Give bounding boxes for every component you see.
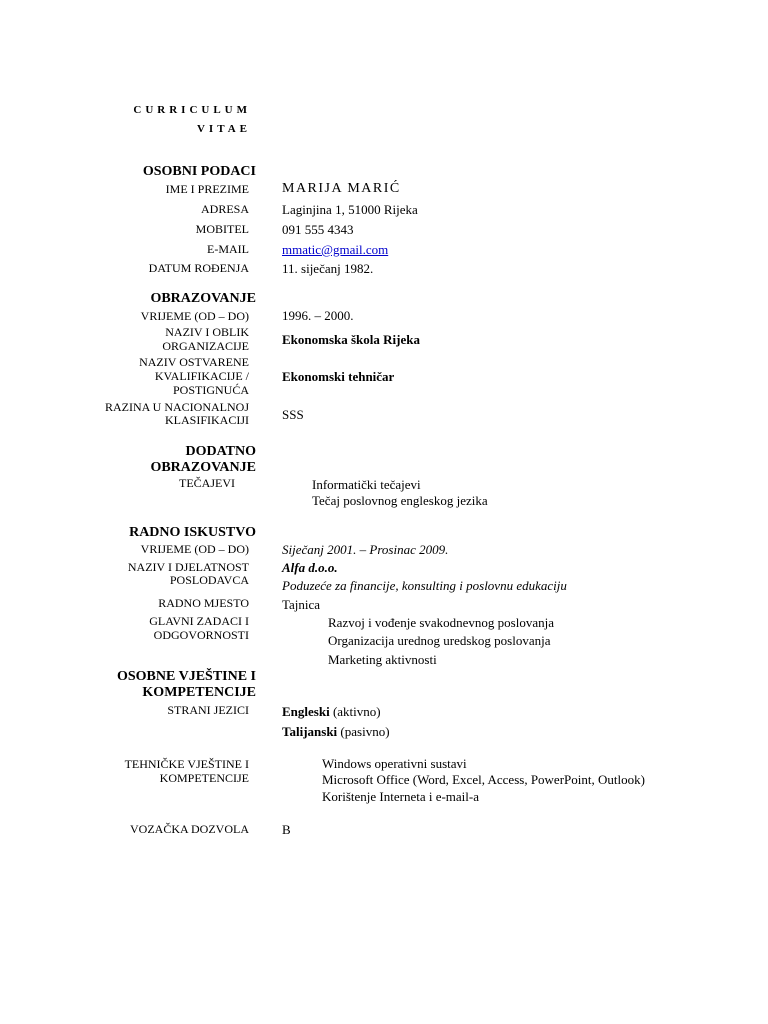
label-languages: STRANI JEZICI bbox=[167, 703, 249, 717]
value-edu-qual: Ekonomski tehničar bbox=[282, 369, 395, 384]
section-heading-skills-1: OSOBNE VJEŠTINE I bbox=[116, 669, 256, 684]
value-course: Tečaj poslovnog engleskog jezika bbox=[312, 493, 488, 508]
label-courses: TEČAJEVI bbox=[179, 476, 235, 490]
label-employer-1: NAZIV I DJELATNOST bbox=[127, 560, 249, 574]
value-tech: Windows operativni sustavi bbox=[322, 756, 467, 771]
label-position: RADNO MJESTO bbox=[158, 596, 249, 610]
language-name: Engleski bbox=[282, 704, 330, 719]
value-position: Tajnica bbox=[282, 597, 321, 612]
value-duty: Organizacija urednog uredskog poslovanja bbox=[328, 633, 551, 648]
label-edu-qual-3: POSTIGNUĆA bbox=[172, 383, 249, 397]
label-email: E-MAIL bbox=[207, 242, 249, 256]
value-employer: Alfa d.o.o. bbox=[282, 560, 338, 575]
value-tech: Korištenje Interneta i e-mail-a bbox=[322, 789, 480, 804]
section-heading-skills-2: KOMPETENCIJE bbox=[142, 685, 256, 700]
section-heading-work: RADNO ISKUSTVO bbox=[129, 525, 256, 540]
label-edu-org-2: ORGANIZACIJE bbox=[162, 339, 249, 353]
label-edu-period: VRIJEME (OD – DO) bbox=[140, 309, 249, 323]
label-edu-level-1: RAZINA U NACIONALNOJ bbox=[105, 400, 249, 414]
cv-title-line1: CURRICULUM bbox=[133, 104, 251, 116]
label-mobile: MOBITEL bbox=[195, 222, 249, 236]
cv-title-line2: VITAE bbox=[196, 123, 251, 135]
value-language-1 bbox=[282, 704, 381, 719]
label-work-period: VRIJEME (OD – DO) bbox=[140, 542, 249, 556]
label-tech-2: KOMPETENCIJE bbox=[159, 771, 249, 785]
value-edu-org: Ekonomska škola Rijeka bbox=[282, 332, 420, 347]
value-work-period: Siječanj 2001. – Prosinac 2009. bbox=[282, 542, 449, 557]
value-dob: 11. siječanj 1982. bbox=[282, 261, 374, 276]
label-license: VOZAČKA DOZVOLA bbox=[130, 822, 249, 836]
section-heading-education: OBRAZOVANJE bbox=[150, 291, 256, 306]
value-duty: Razvoj i vođenje svakodnevnog poslovanja bbox=[328, 615, 555, 630]
language-name: Talijanski bbox=[282, 724, 338, 739]
label-tech-1: TEHNIČKE VJEŠTINE I bbox=[124, 757, 249, 771]
label-employer-2: POSLODAVCA bbox=[169, 573, 249, 587]
value-edu-period: 1996. – 2000. bbox=[282, 308, 354, 323]
section-heading-personal: OSOBNI PODACI bbox=[142, 164, 256, 179]
value-address: Laginjina 1, 51000 Rijeka bbox=[282, 202, 418, 217]
value-license: B bbox=[282, 822, 291, 837]
value-language-2 bbox=[282, 724, 390, 739]
value-mobile: 091 555 4343 bbox=[282, 222, 354, 237]
value-employer-desc: Poduzeće za financije, konsulting i poslovnu edukaciju bbox=[282, 578, 567, 593]
label-edu-qual-1: NAZIV OSTVARENE bbox=[139, 355, 249, 369]
value-course: Informatički tečajevi bbox=[312, 477, 421, 492]
value-duty: Marketing aktivnosti bbox=[328, 652, 437, 667]
label-edu-level-2: KLASIFIKACIJI bbox=[165, 413, 249, 427]
value-tech: Microsoft Office (Word, Excel, Access, PowerPoint, Outlook) bbox=[322, 772, 645, 787]
value-edu-level: SSS bbox=[282, 407, 304, 422]
label-address: ADRESA bbox=[200, 202, 249, 216]
label-edu-qual-2: KVALIFIKACIJE / bbox=[154, 369, 249, 383]
label-duties-1: GLAVNI ZADACI I bbox=[149, 614, 249, 628]
section-heading-additional-2: OBRAZOVANJE bbox=[150, 460, 256, 475]
label-duties-2: ODGOVORNOSTI bbox=[153, 628, 249, 642]
language-level: (pasivno) bbox=[340, 724, 390, 739]
label-name: IME I PREZIME bbox=[165, 182, 249, 196]
email-link[interactable]: mmatic@gmail.com bbox=[282, 242, 389, 257]
section-heading-additional-1: DODATNO bbox=[185, 444, 256, 459]
language-level: (aktivno) bbox=[332, 704, 381, 719]
value-name: MARIJA MARIĆ bbox=[282, 181, 401, 196]
label-edu-org-1: NAZIV I OBLIK bbox=[165, 325, 249, 339]
label-dob: DATUM ROĐENJA bbox=[148, 261, 249, 275]
